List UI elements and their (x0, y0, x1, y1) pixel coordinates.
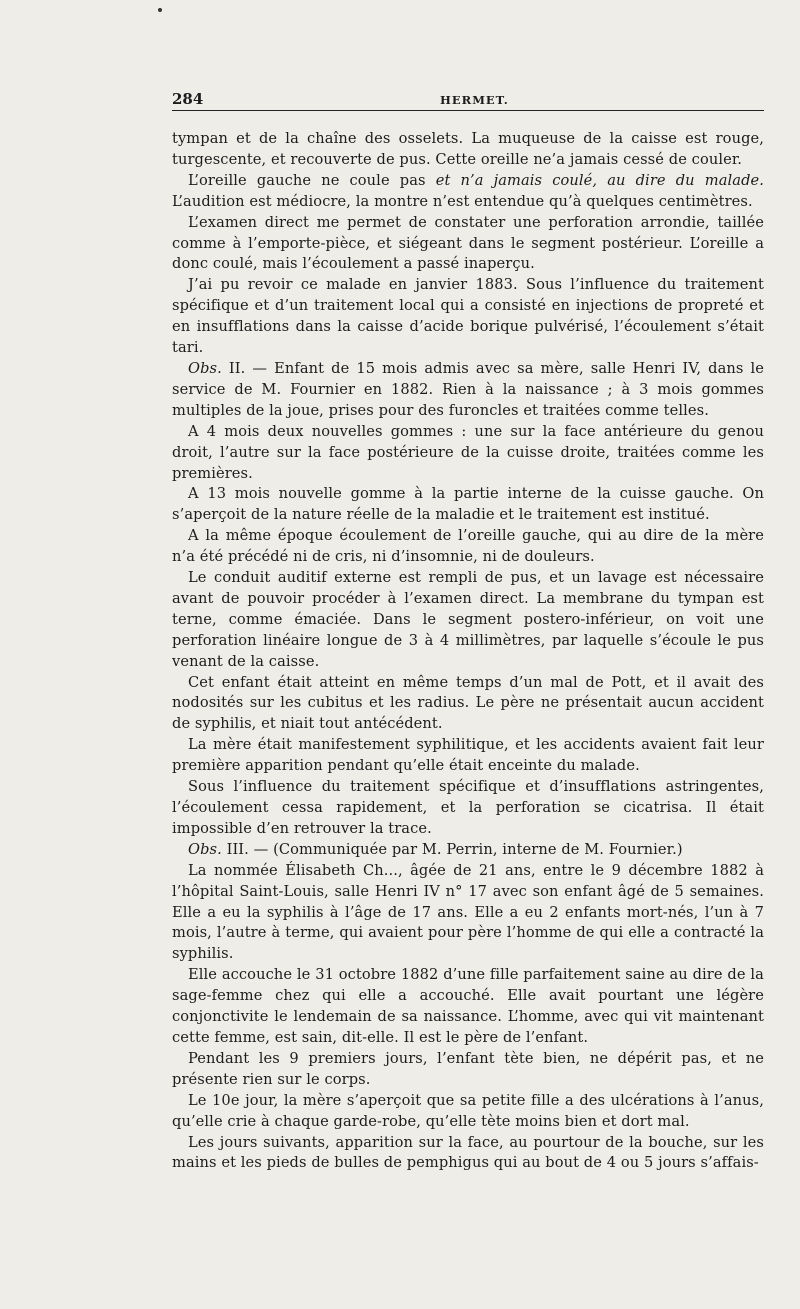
paragraph: Cet enfant était atteint en même temps d’un mal de Pott, et il avait des nodosités sur les cubitus et les radius. Le père ne présentait aucun accident de syphilis, et niait tout antécédent. (172, 673, 764, 733)
paragraph: J’ai pu revoir ce malade en janvier 1883. Sous l’influence du traitement spécifique et d’un traitement local qui a consisté en injections de propreté et en insufflations dans la caisse d’acide borique pulvérisé, l’écoulement s’était tari. (172, 276, 764, 357)
obs-label: Obs. (188, 840, 222, 858)
paragraph: Pendant les 9 premiers jours, l’enfant tète bien, ne dépérit pas, et ne présente rien sur le corps. (172, 1049, 764, 1088)
paragraph: Le conduit auditif externe est rempli de pus, et un lavage est nécessaire avant de pouvoir procéder à l’examen direct. La membrane du tympan est terne, comme émaciée. Dans le segment postero-inférieur, on voit une perforation linéaire longue de 3 à 4 millimètres, par laquelle s’écoule le pus venant de la caisse. (172, 569, 764, 670)
observation-paragraph: Obs. III. — (Communiquée par M. Perrin, interne de M. Fournier.) (188, 840, 683, 858)
obs-label: Obs. (188, 359, 222, 377)
paragraph: L’examen direct me permet de constater une perforation arrondie, taillée comme à l’emporte-pièce, et siégeant dans le segment postérieur. L’oreille a donc coulé, mais l’écoulement a passé inaperçu. (172, 213, 764, 273)
body-text (172, 129, 764, 1174)
running-title: HERMET. (440, 93, 509, 107)
observation-paragraph: Obs. II. — Enfant de 15 mois admis avec sa mère, salle Henri IV, dans le service de M. Fournier en 1882. Rien à la naissance ; à 3 mois gommes multiples de la joue, prises pour des furoncles et traitées comme telles. (172, 359, 764, 419)
paragraph: A la même époque écoulement de l’oreille gauche, qui au dire de la mère n’a été précédé ni de cris, ni d’insomnie, ni de douleurs. (172, 527, 764, 566)
paragraph: L’oreille gauche ne coule pas et n’a jamais coulé, au dire du malade. L’audition est médiocre, la montre n’est entendue qu’à quelques centimètres. (172, 171, 764, 210)
paragraph: A 13 mois nouvelle gomme à la partie interne de la cuisse gauche. On s’aperçoit de la nature réelle de la maladie et le traitement est institué. (172, 485, 764, 524)
paragraph: A 4 mois deux nouvelles gommes : une sur la face antérieure du genou droit, l’autre sur la face postérieure de la cuisse droite, traitées comme les premières. (172, 422, 764, 482)
paragraph: La mère était manifestement syphilitique, et les accidents avaient fait leur première apparition pendant qu’elle était enceinte du malade. (172, 736, 764, 775)
paragraph: tympan et de la chaîne des osselets. La muqueuse de la caisse est rouge, turgescente, et recouverte de pus. Cette oreille ne’a jamais cessé de couler. (172, 130, 764, 168)
ink-speck (158, 8, 162, 12)
paragraph: Les jours suivants, apparition sur la face, au pourtour de la bouche, sur les mains et les pieds de bulles de pemphigus qui au bout de 4 ou 5 jours s’affais- (172, 1133, 764, 1172)
paragraph: Elle accouche le 31 octobre 1882 d’une fille parfaitement saine au dire de la sage-femme chez qui elle a accouché. Elle avait pourtant une légère conjonctivite le lendemain de sa naissance. L’homme, avec qui vit maintenant cette femme, est sain, dit-elle. Il est le père de l’enfant. (172, 966, 764, 1046)
paragraph: Le 10e jour, la mère s’aperçoit que sa petite fille a des ulcérations à l’anus, qu’elle crie à chaque garde-robe, qu’elle tète moins bien et dort mal. (172, 1091, 764, 1130)
page-header (172, 90, 764, 111)
paragraph: Sous l’influence du traitement spécifique et d’insufflations astringentes, l’écoulement cessa rapidement, et la perforation se cicatrisa. Il était impossible d’en retrouver la trace. (172, 778, 764, 837)
emphasis: et n’a jamais coulé, au dire du malade. (435, 171, 764, 189)
page-number: 284 (172, 90, 204, 108)
paragraph: La nommée Élisabeth Ch..., âgée de 21 ans, entre le 9 décembre 1882 à l’hôpital Saint-Louis, salle Henri IV n° 17 avec son enfant âgé de 5 semaines. Elle a eu la syphilis à l’âge de 17 ans. Elle a eu 2 enfants mort-nés, l’un à 7 mois, l’autre à terme, qui avaient pour père l’homme de qui elle a contracté la syphilis. (172, 861, 764, 963)
